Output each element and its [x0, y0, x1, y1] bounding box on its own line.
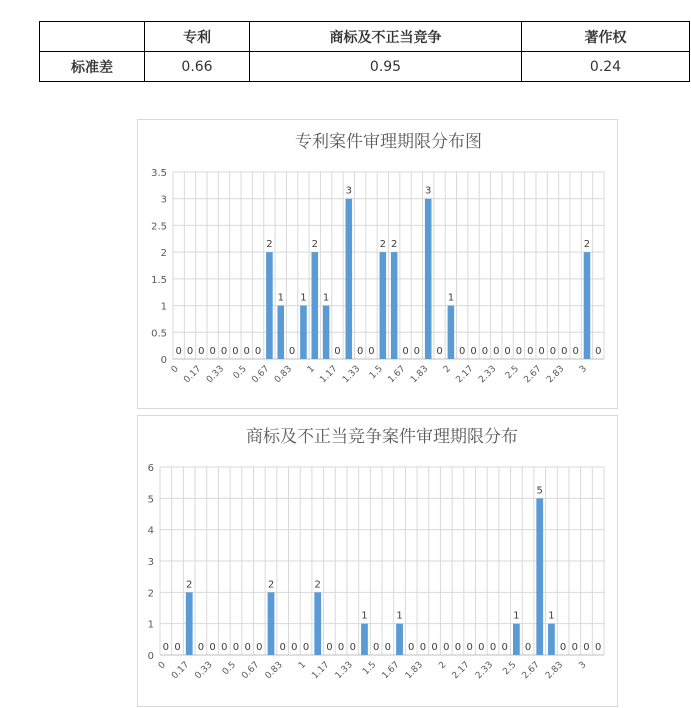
x-tick-label: 0.33	[193, 660, 215, 682]
y-tick-label: 1	[147, 619, 154, 631]
data-label: 0	[368, 346, 375, 357]
data-label: 2	[390, 239, 398, 251]
data-label: 0	[470, 346, 477, 357]
x-tick-label: 1.33	[333, 660, 355, 682]
x-tick-label: 1	[305, 364, 317, 376]
data-label: 0	[384, 642, 392, 653]
bar	[314, 592, 321, 655]
bar	[186, 592, 193, 655]
data-label: 1	[548, 610, 555, 622]
x-tick-label: 2	[437, 660, 449, 672]
data-label: 0	[524, 642, 532, 653]
x-tick-label: 3	[577, 364, 590, 376]
data-label: 0	[413, 346, 421, 357]
data-label: 1	[513, 610, 520, 622]
x-tick-label: 2.83	[545, 364, 567, 386]
x-tick-label: 2.33	[473, 660, 496, 682]
y-tick-label: 3	[160, 194, 167, 206]
bar	[391, 252, 398, 359]
y-tick-label: 4	[147, 525, 154, 537]
data-label: 1	[277, 292, 284, 304]
bar	[425, 199, 432, 359]
y-tick-label: 1	[160, 301, 167, 313]
data-label: 0	[372, 642, 380, 653]
x-tick-label: 1.17	[318, 364, 340, 386]
data-label: 0	[209, 642, 216, 653]
data-label: 2	[311, 239, 318, 251]
chart-title: 专利案件审理期限分布图	[295, 132, 482, 152]
y-tick-label: 2.5	[151, 221, 167, 233]
data-label: 0	[198, 346, 205, 357]
trademark-chart	[137, 415, 618, 707]
data-label: 2	[583, 239, 591, 251]
x-tick-label: 3	[577, 660, 589, 672]
data-label: 0	[162, 642, 170, 653]
x-tick-label: 2.67	[520, 660, 542, 682]
table-cell: 0.24	[522, 52, 690, 82]
data-label: 0	[197, 642, 205, 653]
x-tick-label: 0.67	[250, 364, 272, 386]
data-label: 0	[334, 346, 341, 357]
data-label: 0	[572, 346, 579, 357]
data-label: 0	[232, 642, 240, 653]
x-tick-label: 1.67	[380, 660, 402, 682]
data-label: 0	[288, 346, 296, 357]
data-label: 0	[326, 642, 333, 653]
data-label: 0	[174, 642, 181, 653]
bar	[448, 306, 455, 359]
data-label: 0	[595, 346, 602, 357]
x-tick-label: 0	[156, 660, 168, 672]
x-tick-label: 2.67	[522, 364, 544, 386]
data-label: 0	[454, 642, 462, 653]
data-label: 0	[466, 642, 473, 653]
data-label: 2	[379, 239, 387, 251]
bar	[300, 306, 307, 359]
data-label: 3	[425, 185, 432, 197]
data-label: 0	[186, 346, 194, 357]
x-tick-label: 2.5	[501, 660, 519, 678]
x-tick-label: 0.5	[220, 660, 239, 678]
data-label: 0	[527, 346, 534, 357]
x-tick-label: 0.33	[204, 364, 227, 386]
data-label: 0	[279, 642, 286, 653]
table-header-row	[40, 22, 690, 52]
bar	[323, 306, 330, 359]
data-label: 0	[571, 642, 578, 653]
table-row-label: 标准差	[40, 52, 145, 82]
x-tick-label: 0.67	[240, 660, 262, 682]
y-tick-label: 6	[147, 463, 154, 474]
table-header-cell	[40, 22, 145, 52]
data-label: 0	[356, 346, 364, 357]
data-label: 0	[402, 346, 409, 357]
bar	[536, 498, 543, 655]
bar	[268, 592, 275, 655]
y-tick-label: 5	[147, 494, 154, 506]
table-cell: 0.66	[145, 52, 250, 82]
x-tick-label: 2	[441, 364, 454, 376]
y-tick-label: 2	[147, 588, 154, 600]
bar	[513, 624, 520, 655]
bar	[277, 306, 284, 359]
x-tick-label: 0.17	[182, 364, 204, 386]
y-tick-label: 1.5	[151, 274, 167, 286]
x-tick-label: 1.83	[409, 364, 431, 386]
trademark-chart-svg	[138, 416, 617, 706]
chart-title: 商标及不正当竞争案件审理期限分布	[246, 427, 518, 447]
x-tick-label: 0.83	[263, 660, 285, 682]
data-label: 2	[266, 239, 273, 251]
data-label: 2	[186, 579, 193, 591]
bar	[584, 252, 591, 359]
x-tick-label: 1.17	[310, 660, 332, 682]
std-dev-table	[39, 21, 690, 82]
data-label: 0	[244, 642, 251, 653]
bar	[548, 624, 555, 655]
data-label: 1	[396, 610, 403, 622]
data-label: 0	[221, 642, 228, 653]
bar	[311, 252, 318, 359]
data-label: 0	[583, 642, 590, 653]
data-label: 1	[300, 292, 307, 304]
x-tick-label: 1.83	[403, 660, 426, 682]
data-label: 0	[254, 346, 262, 357]
data-label: 0	[549, 346, 557, 357]
table-cell: 0.95	[250, 52, 522, 82]
y-tick-label: 3	[147, 557, 154, 568]
data-label: 0	[561, 346, 568, 357]
data-label: 0	[302, 642, 310, 653]
table-header-cell: 著作权	[522, 22, 690, 52]
x-tick-label: 2.17	[454, 364, 476, 386]
data-label: 0	[408, 642, 415, 653]
data-label: 0	[419, 642, 427, 653]
data-label: 0	[232, 346, 239, 357]
table-header-cell: 商标及不正当竞争	[250, 22, 522, 52]
patent-chart	[137, 119, 618, 409]
x-tick-label: 1.67	[386, 364, 408, 386]
x-tick-label: 0.17	[170, 660, 192, 682]
data-label: 0	[291, 642, 298, 653]
y-tick-label: 0	[147, 651, 154, 662]
x-tick-label: 0	[169, 364, 181, 376]
data-label: 1	[322, 292, 330, 304]
y-tick-label: 2	[160, 248, 167, 260]
data-label: 0	[478, 642, 485, 653]
y-tick-label: 3.5	[151, 168, 167, 179]
x-tick-label: 0.83	[272, 364, 295, 386]
data-label: 1	[361, 610, 368, 622]
x-tick-label: 2.83	[543, 660, 566, 682]
bar	[346, 199, 353, 359]
data-label: 0	[443, 642, 450, 653]
table-row	[40, 52, 690, 82]
bar	[266, 252, 273, 359]
x-tick-label: 1	[297, 660, 309, 672]
x-tick-label: 0.5	[231, 364, 249, 382]
x-tick-label: 1.33	[341, 364, 363, 386]
x-tick-label: 1.5	[367, 364, 385, 382]
data-label: 0	[481, 346, 489, 357]
data-label: 5	[536, 485, 543, 497]
data-label: 0	[209, 346, 216, 357]
data-label: 0	[515, 346, 523, 357]
data-label: 0	[431, 642, 438, 653]
data-label: 0	[459, 346, 466, 357]
x-tick-label: 2.5	[503, 364, 522, 382]
data-label: 0	[436, 346, 443, 357]
data-label: 1	[447, 292, 455, 304]
data-label: 0	[489, 642, 497, 653]
x-tick-label: 1.5	[361, 660, 379, 678]
data-label: 3	[345, 185, 352, 197]
patent-chart-svg	[138, 120, 617, 408]
x-tick-label: 2.33	[477, 364, 499, 386]
data-label: 2	[314, 579, 321, 591]
bar	[396, 624, 403, 655]
data-label: 0	[538, 346, 545, 357]
data-label: 0	[337, 642, 345, 653]
x-tick-label: 2.17	[450, 660, 472, 682]
bar	[380, 252, 387, 359]
data-label: 0	[594, 642, 602, 653]
data-label: 0	[559, 642, 567, 653]
data-label: 0	[504, 346, 511, 357]
y-tick-label: 0	[160, 355, 167, 366]
y-tick-label: 0.5	[151, 328, 167, 340]
data-label: 2	[267, 579, 275, 591]
data-label: 0	[493, 346, 500, 357]
data-label: 0	[175, 346, 182, 357]
data-label: 0	[349, 642, 356, 653]
data-label: 0	[243, 346, 250, 357]
bar	[361, 624, 368, 655]
data-label: 0	[501, 642, 508, 653]
table-header-cell: 专利	[145, 22, 250, 52]
data-label: 0	[256, 642, 263, 653]
data-label: 0	[220, 346, 228, 357]
